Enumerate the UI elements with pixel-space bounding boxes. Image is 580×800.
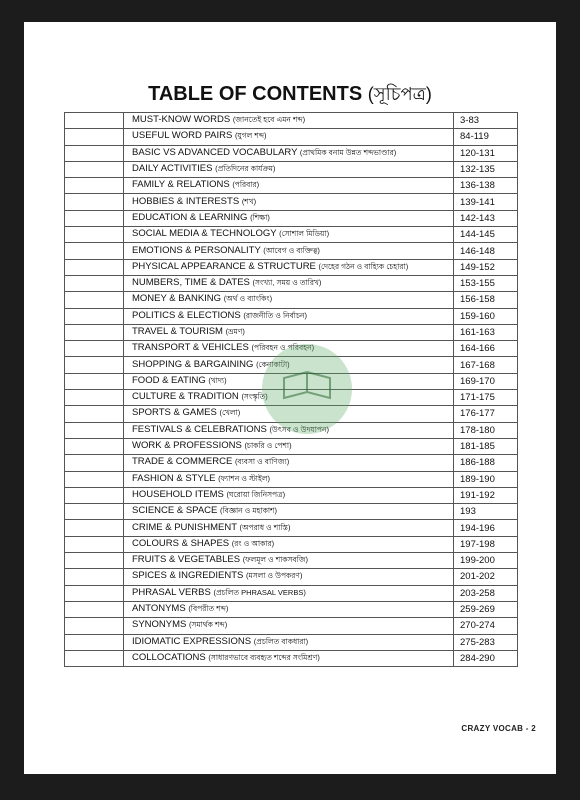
toc-row — [65, 227, 518, 243]
toc-page-range: 171-175 — [454, 390, 518, 406]
toc-blank-cell — [65, 129, 124, 145]
toc-page-range: 186-188 — [454, 455, 518, 471]
toc-topic-english: SHOPPING & BARGAINING — [132, 358, 254, 370]
toc-topic-english: MONEY & BANKING — [132, 293, 222, 305]
toc-topic-bengali: (যুগল শব্দ) — [234, 131, 267, 141]
toc-topic-bengali: (রাজনীতি ও নির্বাচন) — [243, 310, 307, 320]
toc-topic-english: CRIME & PUNISHMENT — [132, 521, 237, 533]
toc-blank-cell — [65, 308, 124, 324]
toc-row — [65, 553, 518, 569]
toc-blank-cell — [65, 113, 124, 129]
toc-topic-cell — [124, 129, 454, 145]
toc-topic-english: FASHION & STYLE — [132, 472, 216, 484]
toc-topic-english: IDIOMATIC EXPRESSIONS — [132, 635, 252, 647]
toc-topic-cell — [124, 471, 454, 487]
toc-topic-cell — [124, 145, 454, 161]
toc-row — [65, 194, 518, 210]
toc-topic-bengali: (খেলা) — [219, 408, 241, 418]
toc-topic-cell — [124, 520, 454, 536]
toc-page-range: 284-290 — [454, 650, 518, 666]
toc-page-range: 191-192 — [454, 487, 518, 503]
toc-topic-english: TRANSPORT & VEHICLES — [132, 342, 249, 354]
toc-topic-english: EDUCATION & LEARNING — [132, 211, 248, 223]
toc-topic-cell — [124, 308, 454, 324]
toc-topic-bengali: (বিপরীত শব্দ) — [188, 604, 229, 614]
toc-page-range: 164-166 — [454, 341, 518, 357]
toc-blank-cell — [65, 178, 124, 194]
toc-page-range: 146-148 — [454, 243, 518, 259]
toc-topic-bengali: (অর্থ ও ব্যাংকিং) — [223, 294, 273, 304]
toc-blank-cell — [65, 357, 124, 373]
toc-blank-cell — [65, 292, 124, 308]
toc-topic-cell — [124, 504, 454, 520]
toc-topic-cell — [124, 634, 454, 650]
toc-row — [65, 161, 518, 177]
toc-blank-cell — [65, 227, 124, 243]
toc-blank-cell — [65, 259, 124, 275]
toc-topic-english: CULTURE & TRADITION — [132, 391, 239, 403]
toc-topic-bengali: (শিক্ষা) — [250, 212, 270, 222]
document-page — [24, 22, 556, 774]
toc-topic-bengali: (ঘরোয়া জিনিসপত্র) — [226, 489, 286, 499]
toc-blank-cell — [65, 373, 124, 389]
toc-topic-cell — [124, 194, 454, 210]
toc-topic-english: COLOURS & SHAPES — [132, 537, 230, 549]
toc-row — [65, 618, 518, 634]
toc-row — [65, 634, 518, 650]
toc-row — [65, 569, 518, 585]
toc-page-range: 193 — [454, 504, 518, 520]
toc-topic-english: USEFUL WORD PAIRS — [132, 130, 233, 142]
toc-topic-bengali: (পরিবহন ও পরিবহন) — [251, 343, 315, 353]
toc-topic-cell — [124, 618, 454, 634]
toc-blank-cell — [65, 145, 124, 161]
page-title — [24, 80, 556, 111]
toc-topic-bengali: (সোশাল মিডিয়া) — [279, 229, 330, 239]
toc-topic-bengali: (কেনাকাটা) — [256, 359, 290, 369]
toc-topic-cell — [124, 406, 454, 422]
toc-blank-cell — [65, 487, 124, 503]
toc-page-range: 270-274 — [454, 618, 518, 634]
toc-topic-bengali: (প্রচলিত PHRASAL VERBS) — [213, 587, 306, 597]
toc-topic-bengali: (সংখ্যা, সময় ও তারিখ) — [252, 278, 322, 288]
toc-topic-bengali: (দেহের গঠন ও বাহ্যিক চেহারা) — [318, 261, 409, 271]
toc-topic-english: MUST-KNOW WORDS — [132, 114, 231, 126]
toc-topic-cell — [124, 243, 454, 259]
toc-topic-cell — [124, 210, 454, 226]
toc-topic-bengali: (শখ) — [241, 196, 257, 206]
toc-row — [65, 471, 518, 487]
toc-topic-english: ANTONYMS — [132, 603, 186, 615]
toc-topic-bengali: (ব্যবসা ও বাণিজ্য) — [234, 457, 290, 467]
toc-topic-cell — [124, 438, 454, 454]
toc-page-range: 189-190 — [454, 471, 518, 487]
toc-row — [65, 357, 518, 373]
toc-topic-bengali: (সমার্থক শব্দ) — [189, 620, 228, 630]
toc-topic-english: FOOD & EATING — [132, 374, 206, 386]
toc-page-range: 176-177 — [454, 406, 518, 422]
toc-topic-cell — [124, 292, 454, 308]
toc-topic-cell — [124, 161, 454, 177]
toc-row — [65, 650, 518, 666]
toc-blank-cell — [65, 194, 124, 210]
toc-topic-cell — [124, 455, 454, 471]
toc-page-range: 159-160 — [454, 308, 518, 324]
toc-topic-english: SCIENCE & SPACE — [132, 505, 218, 517]
toc-blank-cell — [65, 504, 124, 520]
toc-blank-cell — [65, 471, 124, 487]
toc-topic-bengali: (ফলমূল ও শাকসবজি) — [242, 555, 309, 565]
toc-topic-bengali: (সংস্কৃতি) — [241, 392, 268, 402]
toc-blank-cell — [65, 422, 124, 438]
toc-page-range: 132-135 — [454, 161, 518, 177]
toc-blank-cell — [65, 341, 124, 357]
toc-row — [65, 585, 518, 601]
toc-page-range: 178-180 — [454, 422, 518, 438]
toc-row — [65, 455, 518, 471]
toc-row — [65, 341, 518, 357]
toc-page-range: 197-198 — [454, 536, 518, 552]
toc-blank-cell — [65, 650, 124, 666]
toc-blank-cell — [65, 161, 124, 177]
toc-row — [65, 324, 518, 340]
toc-topic-cell — [124, 650, 454, 666]
toc-page-range: 199-200 — [454, 553, 518, 569]
toc-topic-cell — [124, 569, 454, 585]
toc-row — [65, 210, 518, 226]
toc-blank-cell — [65, 569, 124, 585]
toc-page-range: 169-170 — [454, 373, 518, 389]
toc-blank-cell — [65, 210, 124, 226]
title-english: TABLE OF CONTENTS — [148, 83, 363, 105]
toc-topic-english: POLITICS & ELECTIONS — [132, 309, 241, 321]
toc-body — [65, 113, 518, 667]
toc-topic-cell — [124, 373, 454, 389]
toc-topic-bengali: (প্রতিদিনের কার্যক্রম) — [215, 164, 276, 174]
toc-page-range: 203-258 — [454, 585, 518, 601]
toc-row — [65, 601, 518, 617]
toc-topic-cell — [124, 275, 454, 291]
toc-page-range: 142-143 — [454, 210, 518, 226]
toc-row — [65, 145, 518, 161]
toc-topic-english: COLLOCATIONS — [132, 651, 206, 663]
toc-topic-bengali: (প্রাথমিক বনাম উন্নত শব্দভাণ্ডার) — [299, 147, 397, 157]
toc-page-range: 156-158 — [454, 292, 518, 308]
toc-topic-bengali: (মসলা ও উপকরণ) — [246, 571, 303, 581]
toc-topic-english: BASIC VS ADVANCED VOCABULARY — [132, 146, 298, 158]
toc-page-range: 201-202 — [454, 569, 518, 585]
toc-topic-bengali: (রং ও আকার) — [231, 538, 275, 548]
toc-blank-cell — [65, 406, 124, 422]
toc-blank-cell — [65, 618, 124, 634]
toc-topic-cell — [124, 113, 454, 129]
toc-page-range: 3-83 — [454, 113, 518, 129]
toc-row — [65, 275, 518, 291]
toc-row — [65, 129, 518, 145]
toc-row — [65, 259, 518, 275]
toc-blank-cell — [65, 585, 124, 601]
toc-blank-cell — [65, 634, 124, 650]
toc-page-range: 259-269 — [454, 601, 518, 617]
toc-page-range: 144-145 — [454, 227, 518, 243]
toc-topic-english: HOUSEHOLD ITEMS — [132, 488, 224, 500]
toc-topic-bengali: (ফ্যাশন ও স্টাইল) — [218, 473, 270, 483]
table-of-contents — [64, 112, 518, 667]
toc-page-range: 167-168 — [454, 357, 518, 373]
toc-topic-english: SOCIAL MEDIA & TECHNOLOGY — [132, 228, 277, 240]
toc-blank-cell — [65, 243, 124, 259]
toc-row — [65, 406, 518, 422]
toc-topic-english: TRADE & COMMERCE — [132, 456, 233, 468]
toc-topic-english: PHRASAL VERBS — [132, 586, 211, 598]
toc-page-range: 194-196 — [454, 520, 518, 536]
toc-topic-english: HOBBIES & INTERESTS — [132, 195, 240, 207]
toc-row — [65, 504, 518, 520]
toc-topic-bengali: (বিজ্ঞান ও মহাকাশ) — [220, 506, 277, 516]
toc-page-range: 181-185 — [454, 438, 518, 454]
toc-page-range: 153-155 — [454, 275, 518, 291]
toc-page-range: 161-163 — [454, 324, 518, 340]
toc-blank-cell — [65, 324, 124, 340]
toc-topic-bengali: (প্রচলিত বাকধারা) — [253, 636, 309, 646]
toc-blank-cell — [65, 275, 124, 291]
title-bengali: (সূচিপত্র) — [367, 84, 432, 104]
toc-blank-cell — [65, 455, 124, 471]
toc-blank-cell — [65, 536, 124, 552]
toc-topic-english: FRUITS & VEGETABLES — [132, 554, 241, 566]
toc-topic-english: WORK & PROFESSIONS — [132, 440, 242, 452]
toc-topic-bengali: (উৎসব ও উদযাপন) — [269, 424, 329, 434]
toc-topic-bengali: (সাধারণভাবে ব্যবহৃত শব্দের সংমিশ্রণ) — [208, 652, 320, 662]
toc-topic-cell — [124, 553, 454, 569]
toc-topic-cell — [124, 259, 454, 275]
toc-topic-cell — [124, 324, 454, 340]
toc-topic-bengali: (জানতেই হবে এমন শব্দ) — [232, 115, 306, 125]
toc-topic-english: FESTIVALS & CELEBRATIONS — [132, 423, 267, 435]
toc-topic-cell — [124, 422, 454, 438]
toc-topic-english: EMOTIONS & PERSONALITY — [132, 244, 261, 256]
toc-row — [65, 438, 518, 454]
toc-topic-cell — [124, 341, 454, 357]
toc-row — [65, 487, 518, 503]
toc-topic-english: FAMILY & RELATIONS — [132, 179, 230, 191]
toc-page-range: 139-141 — [454, 194, 518, 210]
toc-topic-english: SPORTS & GAMES — [132, 407, 217, 419]
toc-row — [65, 292, 518, 308]
toc-topic-cell — [124, 601, 454, 617]
toc-topic-cell — [124, 178, 454, 194]
toc-topic-cell — [124, 357, 454, 373]
toc-topic-english: TRAVEL & TOURISM — [132, 326, 223, 337]
toc-topic-bengali: (আবেগ ও ব্যক্তিত্ব) — [263, 245, 320, 255]
toc-blank-cell — [65, 520, 124, 536]
toc-topic-bengali: (অপরাধ ও শাস্তি) — [239, 522, 291, 532]
toc-topic-cell — [124, 227, 454, 243]
toc-topic-bengali: (চাকরি ও পেশা) — [244, 441, 292, 451]
toc-blank-cell — [65, 390, 124, 406]
toc-page-range: 149-152 — [454, 259, 518, 275]
toc-row — [65, 178, 518, 194]
toc-row — [65, 422, 518, 438]
page-footer: CRAZY VOCAB - 2 — [461, 724, 536, 733]
toc-topic-cell — [124, 585, 454, 601]
toc-topic-english: PHYSICAL APPEARANCE & STRUCTURE — [132, 260, 316, 272]
toc-row — [65, 373, 518, 389]
toc-row — [65, 308, 518, 324]
toc-page-range: 136-138 — [454, 178, 518, 194]
toc-page-range: 120-131 — [454, 145, 518, 161]
toc-blank-cell — [65, 438, 124, 454]
toc-page-range: 275-283 — [454, 634, 518, 650]
toc-topic-english: SYNONYMS — [132, 619, 187, 631]
toc-row — [65, 536, 518, 552]
toc-blank-cell — [65, 601, 124, 617]
toc-row — [65, 390, 518, 406]
toc-topic-bengali: (পরিবার) — [232, 180, 260, 190]
toc-row — [65, 520, 518, 536]
toc-topic-cell — [124, 487, 454, 503]
toc-topic-cell — [124, 536, 454, 552]
toc-topic-bengali: (খাদ্য) — [208, 375, 227, 385]
toc-row — [65, 113, 518, 129]
toc-topic-english: NUMBERS, TIME & DATES — [132, 277, 250, 289]
toc-topic-cell — [124, 390, 454, 406]
toc-topic-english: DAILY ACTIVITIES — [132, 163, 213, 175]
toc-topic-bengali: (ভ্রমণ) — [225, 327, 245, 336]
toc-topic-english: SPICES & INGREDIENTS — [132, 570, 244, 582]
toc-row — [65, 243, 518, 259]
toc-page-range: 84-119 — [454, 129, 518, 145]
toc-blank-cell — [65, 553, 124, 569]
